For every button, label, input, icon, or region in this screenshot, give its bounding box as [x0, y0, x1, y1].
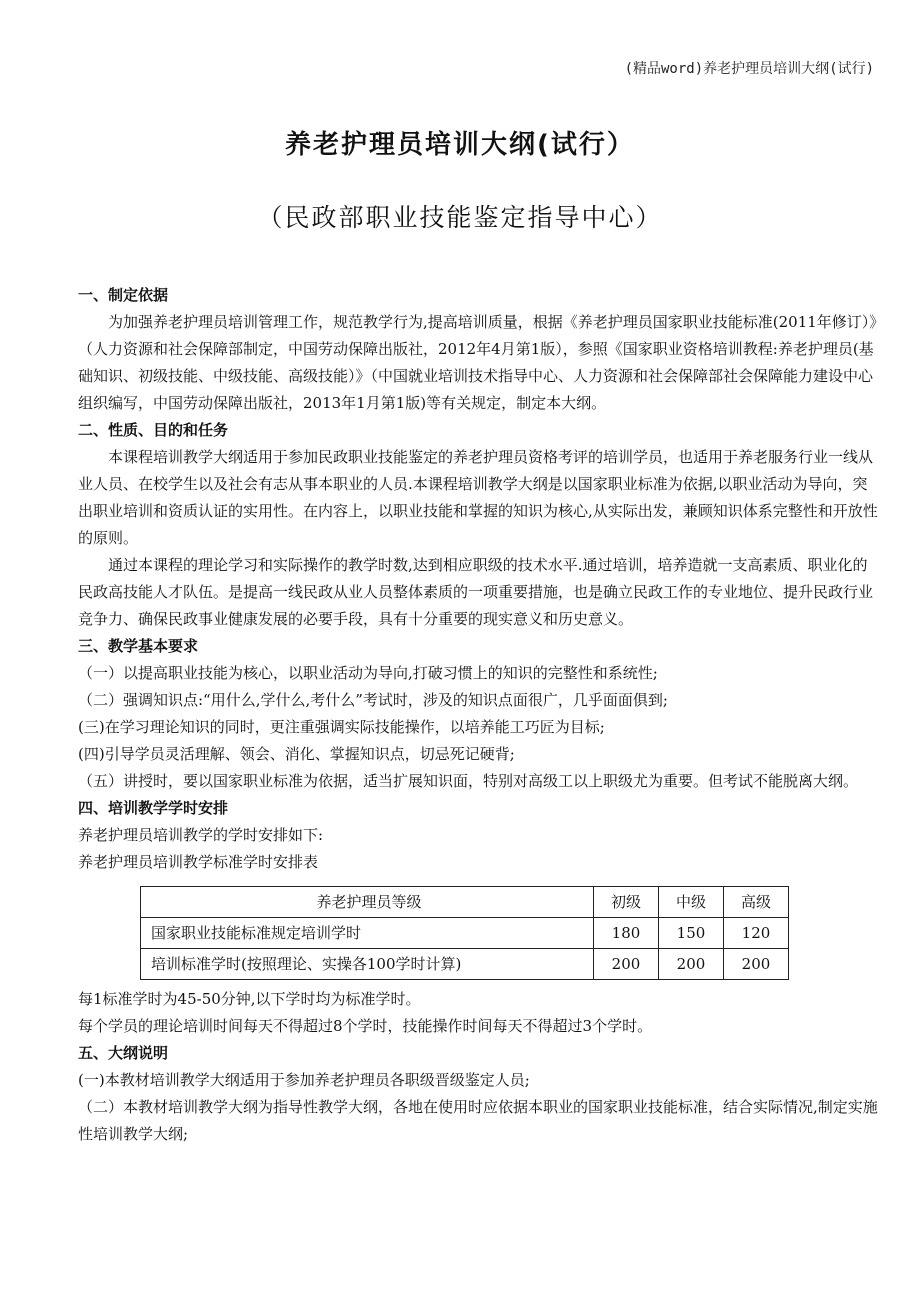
requirement-item: （五）讲授时，要以国家职业标准为依据，适当扩展知识面，特别对高级工以上职级尤为重要。但考试不能脱离大纲。	[78, 772, 859, 790]
table-header-cell: 中级	[659, 887, 724, 918]
table-header-cell: 高级	[724, 887, 789, 918]
requirement-item: (三)在学习理论知识的同时，更注重强调实际技能操作，以培养能工巧匠为目标;	[78, 718, 605, 736]
outline-note-item: (一)本教材培训教学大纲适用于参加养老护理员各职级晋级鉴定人员;	[78, 1071, 530, 1089]
table-cell: 200	[594, 949, 659, 980]
section-3-heading: 三、教学基本要求	[78, 637, 199, 655]
table-cell: 200	[659, 949, 724, 980]
table-caption: 养老护理员培训教学标准学时安排表	[78, 853, 319, 871]
section-2-paragraph-1: 本课程培训教学大纲适用于参加民政职业技能鉴定的养老护理员资格考评的培训学员，也适用于养老服务行业一线从业人员、在校学生以及社会有志从事本职业的人员.本课程培训教学大纲是以国家职业标准为依据,以职业活动为导向，突出职业培训和资质认证的实用性。在内容上，以职业技能和掌握的知识为核心,从实际出发，兼顾知识体系完整性和开放性的原则。	[78, 448, 878, 547]
table-header-cell: 初级	[594, 887, 659, 918]
section-2-paragraph-2: 通过本课程的理论学习和实际操作的教学时数,达到相应职级的技术水平.通过培训，培养造就一支高素质、职业化的民政高技能人才队伍。是提高一线民政从业人员整体素质的一项重要措施，也是确立民政工作的专业地位、提升民政行业竞争力、确保民政事业健康发展的必要手段，具有十分重要的现实意义和历史意义。	[78, 556, 874, 628]
page-title: 养老护理员培训大纲(试行）	[285, 130, 635, 160]
section-5-heading: 五、大纲说明	[78, 1044, 169, 1062]
hours-note-1: 每1标准学时为45-50分钟,以下学时均为标准学时。	[78, 990, 421, 1008]
header-note: (精品word)养老护理员培训大纲(试行)	[624, 61, 874, 77]
hours-note-2: 每个学员的理论培训时间每天不得超过8个学时，技能操作时间每天不得超过3个学时。	[78, 1017, 653, 1035]
section-2-heading: 二、性质、目的和任务	[78, 421, 229, 439]
table-row	[141, 949, 789, 980]
document-body	[78, 282, 878, 1148]
requirement-item: （二）强调知识点:“用什么,学什么,考什么”考试时，涉及的知识点面很广，几乎面面俱到;	[78, 691, 668, 709]
hours-table	[140, 886, 789, 980]
table-header-row	[141, 887, 789, 918]
table-cell: 180	[594, 918, 659, 949]
table-cell: 培训标准学时(按照理论、实操各100学时计算)	[141, 949, 594, 980]
requirement-item: （一）以提高职业技能为核心，以职业活动为导向,打破习惯上的知识的完整性和系统性;	[78, 664, 658, 682]
section-4-heading: 四、培训教学学时安排	[78, 799, 229, 817]
requirement-item: (四)引导学员灵活理解、领会、消化、掌握知识点，切忌死记硬背;	[78, 745, 515, 763]
hours-intro: 养老护理员培训教学的学时安排如下:	[78, 826, 324, 844]
table-cell: 200	[724, 949, 789, 980]
section-1-paragraph: 为加强养老护理员培训管理工作，规范教学行为,提高培训质量，根据《养老护理员国家职业技能标准(2011年修订）》（人力资源和社会保障部制定，中国劳动保障出版社，2012年4月第1版），参照《国家职业资格培训教程:养老护理员(基础知识、初级技能、中级技能、高级技能）》（中国就业培训技术指导中心、人力资源和社会保障部社会保障能力建设中心组织编写，中国劳动保障出版社，2013年1月第1版)等有关规定，制定本大纲。	[78, 313, 877, 412]
table-row	[141, 918, 789, 949]
page-subtitle: （民政部职业技能鉴定指导中心）	[257, 203, 663, 232]
table-cell: 150	[659, 918, 724, 949]
table-cell: 120	[724, 918, 789, 949]
table-header-cell: 养老护理员等级	[141, 887, 594, 918]
section-1-heading: 一、制定依据	[78, 286, 169, 304]
table-cell: 国家职业技能标准规定培训学时	[141, 918, 594, 949]
outline-note-item: （二）本教材培训教学大纲为指导性教学大纲，各地在使用时应依据本职业的国家职业技能标准，结合实际情况,制定实施性培训教学大纲;	[78, 1098, 878, 1143]
